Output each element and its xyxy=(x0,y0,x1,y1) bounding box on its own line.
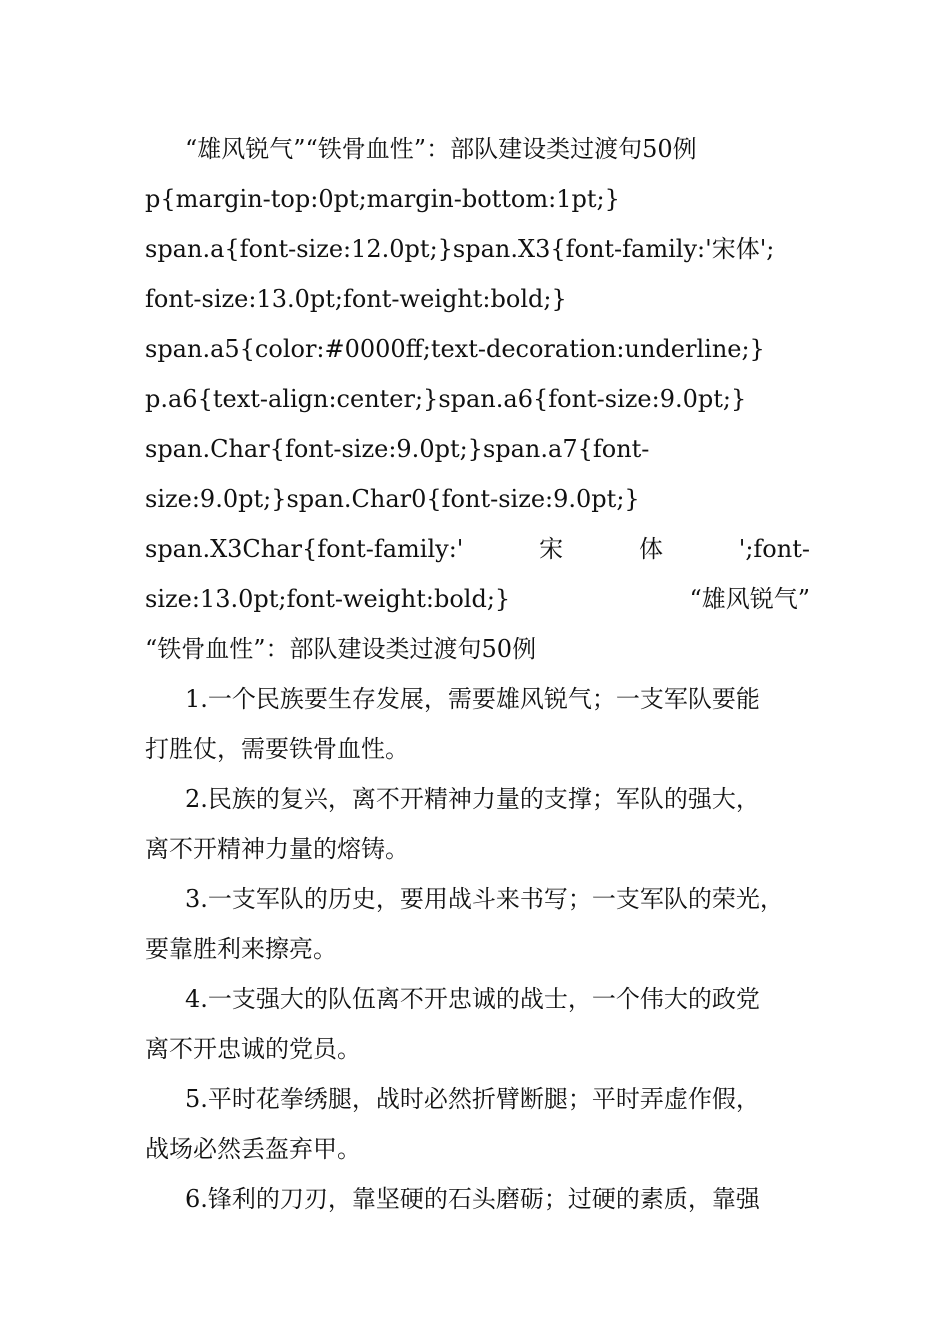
item-1-first: 1.一个民族要生存发展，需要雄风锐气；一支军队要能 xyxy=(185,685,760,713)
css-justified-part-4: ';font- xyxy=(738,535,810,563)
item-4-first: 4.一支强大的队伍离不开忠诚的战士，一个伟大的政党 xyxy=(185,985,760,1013)
item-5-first: 5.平时花拳绣腿，战时必然折臂断腿；平时弄虚作假， xyxy=(185,1085,760,1113)
css-line-3: font-size:13.0pt;font-weight:bold;} xyxy=(145,285,567,313)
css-line-5: p.a6{text-align:center;}span.a6{font-size:9.0pt;} xyxy=(145,385,747,413)
mixed-line xyxy=(145,574,810,624)
css-line-6: span.Char{font-size:9.0pt;}span.a7{font- xyxy=(145,435,650,463)
document-page xyxy=(145,124,810,1224)
css-line-7: size:9.0pt;}span.Char0{font-size:9.0pt;} xyxy=(145,485,640,513)
css-justified-line xyxy=(145,524,810,574)
item-1-rest: 打胜仗，需要铁骨血性。 xyxy=(145,735,409,763)
item-2-first: 2.民族的复兴，离不开精神力量的支撑；军队的强大， xyxy=(185,785,760,813)
subtitle-tail: “铁骨血性”：部队建设类过渡句50例 xyxy=(145,635,537,663)
css-justified-part-3: 体 xyxy=(638,535,663,563)
css-line-2: span.a{font-size:12.0pt;}span.X3{font-family:'宋体'; xyxy=(145,235,775,263)
item-6-first: 6.锋利的刀刃，靠坚硬的石头磨砺；过硬的素质，靠强 xyxy=(185,1185,760,1213)
css-justified-part-2: 宋 xyxy=(539,535,564,563)
item-3-first: 3.一支军队的历史，要用战斗来书写；一支军队的荣光， xyxy=(185,885,784,913)
css-line-1: p{margin-top:0pt;margin-bottom:1pt;} xyxy=(145,185,620,213)
item-5-rest: 战场必然丢盔弃甲。 xyxy=(145,1135,361,1163)
css-line-4: span.a5{color:#0000ff;text-decoration:underline;} xyxy=(145,335,765,363)
document-title: “雄风锐气”“铁骨血性”：部队建设类过渡句50例 xyxy=(185,135,697,163)
mixed-line-title-start: “雄风锐气” xyxy=(689,585,810,613)
item-3-rest: 要靠胜利来擦亮。 xyxy=(145,935,337,963)
css-justified-part-1: span.X3Char{font-family:' xyxy=(145,535,464,563)
mixed-line-css: size:13.0pt;font-weight:bold;} xyxy=(145,585,511,613)
item-2-rest: 离不开精神力量的熔铸。 xyxy=(145,835,409,863)
item-4-rest: 离不开忠诚的党员。 xyxy=(145,1035,361,1063)
